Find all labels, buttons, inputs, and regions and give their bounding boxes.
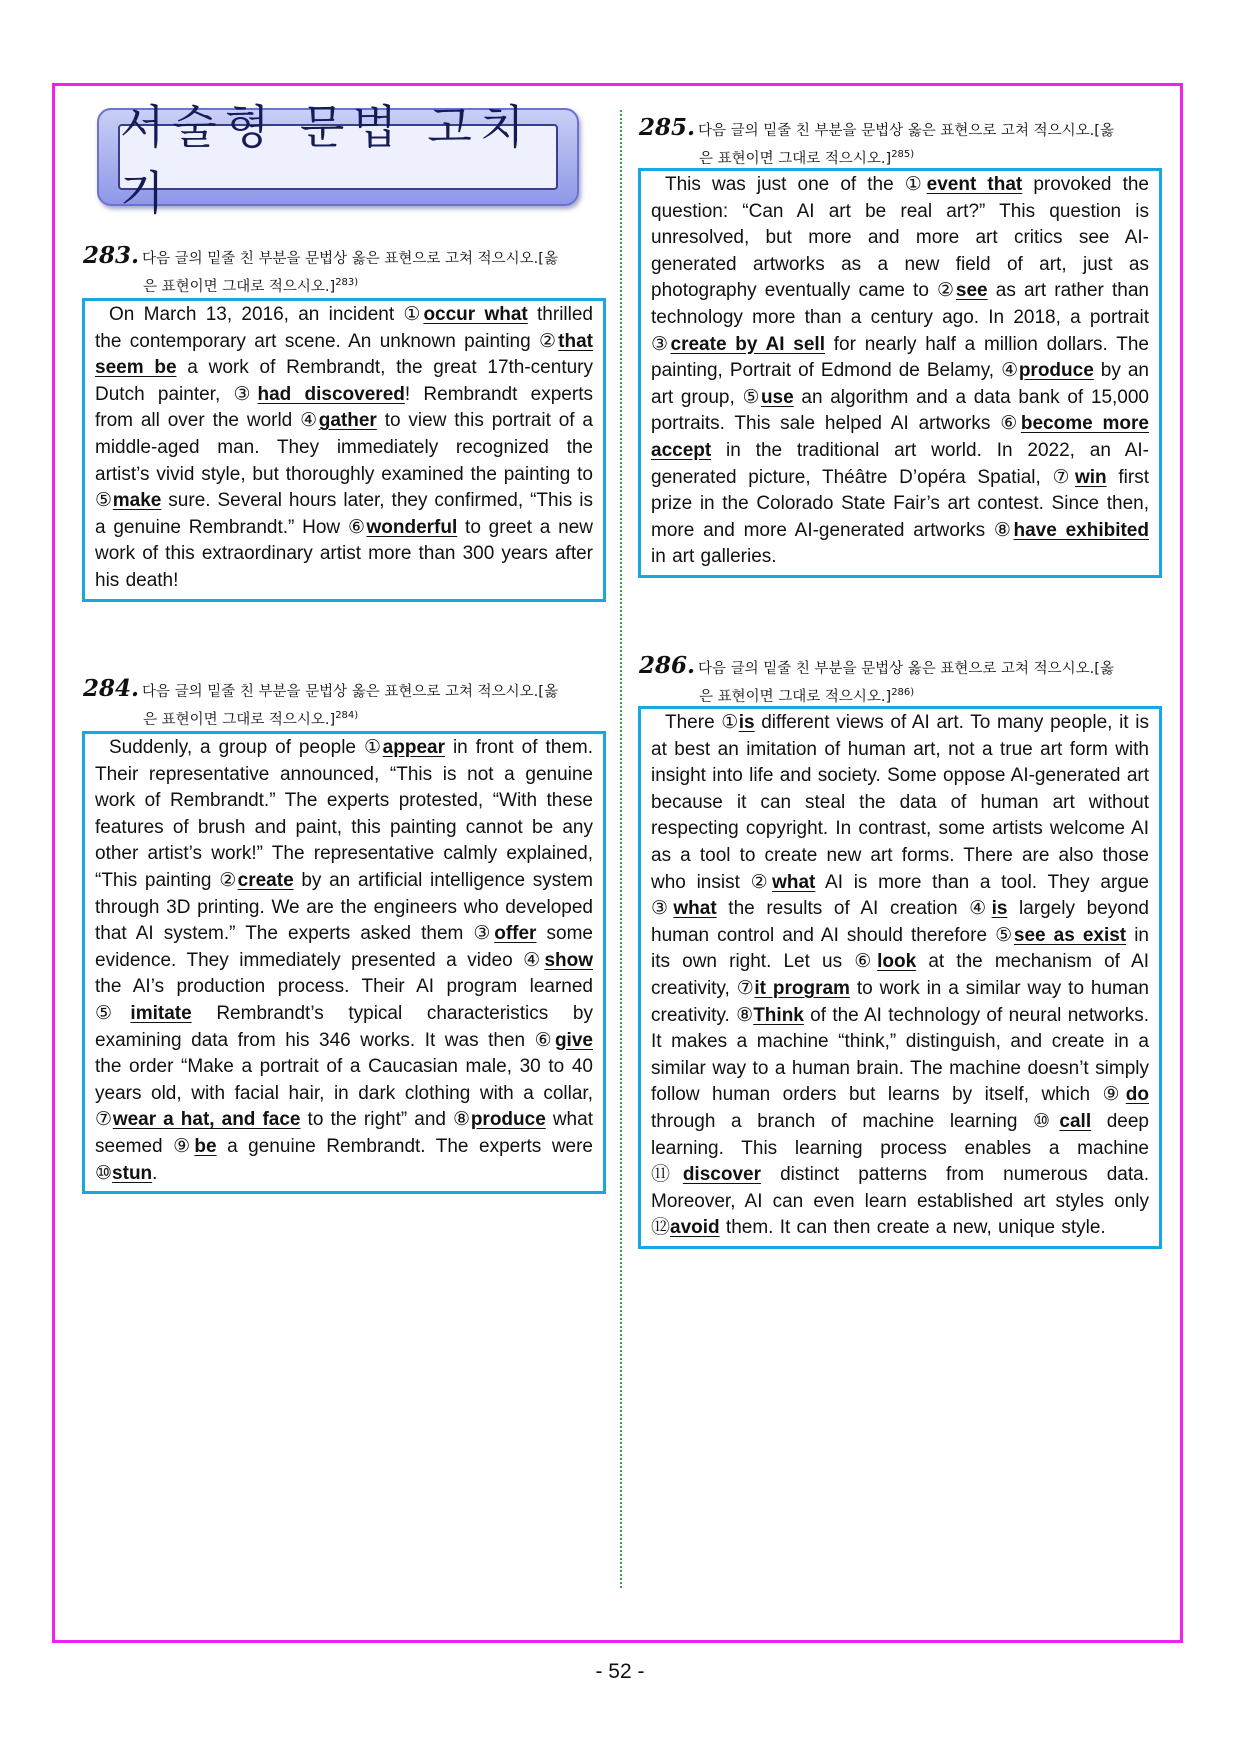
passage-run: ②	[539, 330, 559, 352]
title-banner	[97, 100, 579, 220]
passage-run: ①	[363, 737, 383, 758]
underlined-blank: appear	[382, 737, 445, 758]
passage-run: ④	[300, 410, 319, 432]
passage-run: ⑧	[993, 519, 1014, 541]
footnote-ref: 285)	[891, 149, 915, 160]
passage-run: ①	[904, 174, 927, 195]
underlined-blank: look	[877, 951, 917, 973]
passage-run: ②	[750, 871, 773, 893]
passage-run: a work of Rembrandt, the great 17th-century Dutch painter,	[95, 357, 593, 405]
passage-run: ④	[523, 949, 545, 971]
passage-run: by an art group,	[651, 360, 1149, 408]
passage-run: first prize in the Colorado State Fair’s art contest. Since then, more and more AI-generated artworks	[651, 466, 1149, 541]
passage-run: ⑩	[1033, 1110, 1060, 1132]
passage-run: AI is more than a tool. They argue	[815, 871, 1149, 893]
question-number: 284.	[83, 675, 140, 702]
underlined-blank: produce	[1018, 360, 1094, 382]
underlined-blank: create by AI sell	[670, 333, 825, 355]
passage-284	[82, 731, 606, 1194]
passage-run: ④	[1001, 360, 1019, 382]
underlined-blank: call	[1059, 1110, 1092, 1132]
passage-run: them. It can then create a new, unique style.	[719, 1217, 1106, 1239]
underlined-blank: create	[237, 869, 294, 891]
title-inner-frame	[118, 100, 558, 220]
footnote-ref: 286)	[891, 687, 915, 698]
passage-run: ⑫	[651, 1217, 671, 1239]
question-number: 285.	[639, 114, 696, 141]
passage-286	[638, 706, 1162, 1249]
passage-run: ⑩	[95, 1162, 113, 1184]
passage-run: ③	[651, 898, 674, 920]
underlined-blank: see	[955, 280, 988, 302]
passage-run: in art galleries.	[651, 546, 777, 568]
underlined-blank: do	[1125, 1084, 1149, 1106]
passage-run: in its own right. Let us	[651, 924, 1149, 973]
underlined-blank: that seem be	[95, 330, 593, 379]
passage-run: There	[665, 712, 722, 733]
passage-run: ⑤	[995, 924, 1014, 946]
passage-run: of the AI technology of neural networks. It makes a machine “think,” distinguish, and create in a similar way to a human brain. The machine doesn’t simply follow human orders but learns by itself, which	[651, 1004, 1150, 1106]
underlined-blank: become more accept	[651, 413, 1149, 461]
underlined-blank: what	[772, 871, 816, 893]
underlined-blank: give	[554, 1029, 593, 1051]
passage-run: different views of AI art. To many people, it is at best an imitation of human art, not a true art form with insight into life and society. Some oppose AI-generated art because it can steal the data of human art without respecting copyright. In contrast, some artists welcome AI as a tool to create new art forms. There are also those who insist	[651, 712, 1149, 893]
underlined-blank: make	[112, 490, 162, 512]
passage-run: by an artificial intelligence system through 3D printing. We are the engineers who developed that AI system.” The experts asked them	[95, 869, 593, 945]
passage-run: ⑥	[1000, 413, 1021, 435]
underlined-blank: use	[760, 386, 794, 408]
passage-run: ⑧	[736, 1004, 754, 1026]
passage-run: to the right” and	[300, 1109, 454, 1131]
passage-run: ③	[651, 333, 671, 355]
underlined-blank: Think	[753, 1004, 804, 1026]
underlined-blank: wonderful	[366, 516, 458, 538]
passage-run: ⑦	[1052, 466, 1075, 488]
underlined-blank: offer	[494, 923, 537, 945]
passage-run: largely beyond human control and AI should therefore	[651, 898, 1149, 946]
question-instruction: 다음 글의 밑줄 친 부분을 문법상 옳은 표현으로 고쳐 적으시오.[옳	[698, 123, 1114, 139]
passage-run: Suddenly, a group of people	[109, 737, 364, 758]
footnote-ref: 283)	[335, 277, 359, 288]
question-instruction: 다음 글의 밑줄 친 부분을 문법상 옳은 표현으로 고쳐 적으시오.[옳	[142, 684, 558, 700]
question-number: 283.	[83, 242, 140, 269]
underlined-blank: win	[1075, 466, 1107, 488]
passage-run: ④	[969, 898, 992, 920]
underlined-blank: is	[738, 712, 755, 733]
underlined-blank: occur what	[423, 304, 528, 325]
question-header-283	[83, 244, 608, 299]
passage-run: Rembrandt’s typical characteristics by examining data from his 346 works. It was then	[95, 1002, 593, 1051]
underlined-blank: gather	[318, 410, 377, 432]
passage-run: ⑨	[1102, 1084, 1126, 1106]
passage-run: as art rather than technology more than a century ago. In 2018, a portrait	[651, 280, 1149, 328]
underlined-blank: had discovered	[257, 383, 405, 405]
passage-run: ⑨	[173, 1135, 195, 1157]
question-number: 286.	[639, 652, 696, 679]
passage-text	[95, 735, 593, 1187]
passage-run: an algorithm and a data bank of 15,000 portraits. This sale helped AI artworks	[651, 386, 1149, 435]
question-header-286	[639, 654, 1164, 709]
passage-run: a genuine Rembrandt. The experts were	[216, 1135, 593, 1157]
underlined-blank: wear a hat, and face	[112, 1109, 301, 1131]
passage-run: ⑦	[736, 977, 755, 999]
passage-run: ①	[721, 712, 739, 733]
passage-run: ⑥	[854, 951, 878, 973]
question-instruction-cont: 은 표현이면 그대로 적으시오.]$^{286)}$	[699, 687, 915, 705]
question-instruction-cont: 은 표현이면 그대로 적으시오.]$^{285)}$	[699, 149, 915, 167]
passage-run: the AI’s production process. Their AI program learned	[95, 976, 593, 998]
passage-text	[651, 710, 1149, 1242]
underlined-blank: show	[544, 949, 593, 971]
underlined-blank: avoid	[670, 1217, 720, 1239]
question-instruction: 다음 글의 밑줄 친 부분을 문법상 옳은 표현으로 고쳐 적으시오.[옳	[698, 661, 1114, 677]
underlined-blank: discover	[682, 1164, 761, 1186]
passage-run: the results of AI creation	[716, 898, 970, 920]
underlined-blank: what	[673, 898, 717, 920]
passage-run: ⑥	[347, 516, 367, 538]
underlined-blank: be	[194, 1135, 217, 1157]
passage-run: ⑥	[534, 1029, 555, 1051]
passage-run: This was just one of the	[665, 174, 905, 195]
passage-text	[651, 172, 1149, 571]
passage-run: .	[152, 1162, 158, 1184]
passage-run: ⑦	[95, 1109, 113, 1131]
passage-run: ⑪	[651, 1164, 683, 1186]
passage-run: ③	[233, 383, 258, 405]
question-instruction-cont: 은 표현이면 그대로 적으시오.]$^{283)}$	[143, 277, 359, 295]
underlined-blank: stun	[112, 1162, 153, 1184]
passage-run: some evidence. They immediately presented a video	[95, 923, 593, 971]
passage-run: in front of them. Their representative announced, “This is not a genuine work of Rembrandt.” The experts protested, “With these features of brush and paint, this painting cannot be any other artist’s work!” The representative calmly explained, “This painting	[95, 737, 593, 891]
passage-run: ①	[403, 304, 424, 325]
question-header-284	[83, 677, 608, 732]
underlined-blank: it program	[754, 977, 850, 999]
passage-run: ②	[219, 869, 238, 891]
underlined-blank: see as exist	[1013, 924, 1127, 946]
passage-run: ②	[937, 280, 956, 302]
passage-run: deep learning. This learning process enables a machine	[651, 1110, 1150, 1159]
passage-run: thrilled the contemporary art scene. An unknown painting	[95, 304, 593, 352]
passage-run: the order “Make a portrait of a Caucasian male, 30 to 40 years old, with facial hair, in dark clothing with a collar,	[95, 1056, 593, 1104]
page-title: 서술형 문법 고치기	[120, 100, 533, 220]
passage-text	[95, 302, 593, 595]
question-instruction: 다음 글의 밑줄 친 부분을 문법상 옳은 표현으로 고쳐 적으시오.[옳	[142, 251, 558, 267]
passage-run: what seemed	[95, 1109, 593, 1157]
passage-run: ⑤	[95, 1002, 131, 1024]
question-instruction-cont: 은 표현이면 그대로 적으시오.]$^{284)}$	[143, 710, 359, 728]
underlined-blank: produce	[470, 1109, 546, 1131]
passage-run: for nearly half a million dollars. The painting, Portrait of Edmond de Belamy,	[651, 333, 1149, 382]
underlined-blank: event that	[926, 174, 1023, 195]
passage-run: to greet a new work of this extraordinary artist more than 300 years after his death!	[95, 516, 593, 591]
passage-run: ⑤	[95, 490, 113, 512]
passage-run: ③	[473, 923, 495, 945]
passage-run: sure. Several hours later, they confirmed, “This is a genuine Rembrandt.” How	[95, 490, 593, 538]
passage-run: ! Rembrandt experts from all over the world	[95, 383, 593, 432]
passage-run: through a branch of machine learning	[651, 1110, 1034, 1132]
footnote-ref: 284)	[335, 710, 359, 721]
underlined-blank: imitate	[130, 1002, 192, 1024]
passage-run: ⑤	[742, 386, 761, 408]
passage-run: distinct patterns from numerous data. Moreover, AI can even learn established art styles only	[651, 1164, 1149, 1212]
column-divider	[620, 110, 622, 1588]
passage-run: in the traditional art world. In 2022, an AI-generated picture, Théâtre D’opéra Spatial,	[651, 439, 1149, 488]
underlined-blank: have exhibited	[1013, 519, 1149, 541]
passage-run: provoked the question: “Can AI art be real art?” This question is unresolved, but more and more art critics see AI-generated artworks as a new field of art, just as photography eventually came to	[651, 174, 1149, 302]
page-number: - 52 -	[595, 1660, 645, 1683]
question-header-285	[639, 116, 1164, 171]
passage-285	[638, 168, 1162, 578]
passage-run: at the mechanism of AI creativity,	[651, 951, 1149, 999]
underlined-blank: is	[991, 898, 1008, 920]
passage-283	[82, 298, 606, 602]
passage-run: ⑧	[453, 1109, 471, 1131]
passage-run: to work in a similar way to human creativity.	[651, 977, 1149, 1026]
passage-run: to view this portrait of a middle-aged man. They immediately recognized the artist’s vivid style, but thoroughly examined the painting to	[95, 410, 593, 485]
passage-run: On March 13, 2016, an incident	[109, 304, 404, 325]
